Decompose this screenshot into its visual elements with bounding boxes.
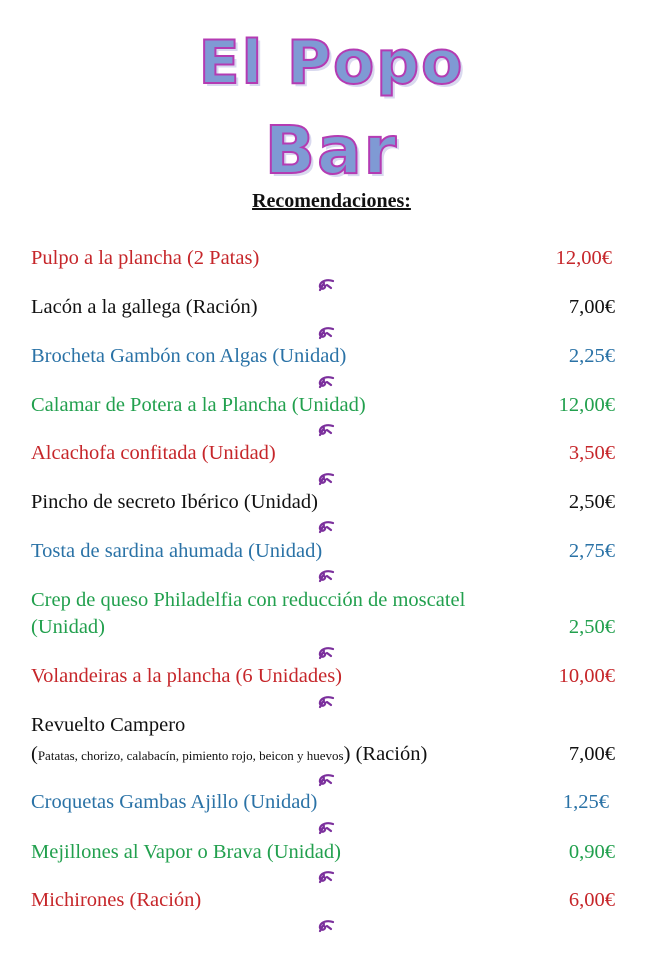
- item-name: Alcachofa confitada (Unidad): [31, 442, 276, 464]
- item-name: Tosta de sardina ahumada (Unidad): [31, 540, 323, 562]
- paren-close: ): [343, 743, 351, 765]
- item-ingredients: Patatas, chorizo, calabacín, pimiento rojo, beicon y huevos: [37, 748, 344, 763]
- swirl-ornament-icon: [315, 870, 335, 884]
- item-name-line2: (Unidad): [31, 616, 106, 638]
- swirl-ornament-icon: [315, 695, 335, 709]
- swirl-ornament-icon: [315, 646, 335, 660]
- swirl-ornament-icon: [315, 919, 335, 933]
- swirl-ornament-icon: [315, 278, 335, 292]
- item-name: Pincho de secreto Ibérico (Unidad): [31, 491, 318, 513]
- item-name: Lacón a la gallega (Ración): [31, 296, 258, 318]
- item-price: 12,00€: [558, 394, 615, 416]
- item-name: Pulpo a la plancha (2 Patas): [31, 247, 260, 269]
- item-price: 7,00€: [568, 296, 615, 318]
- item-price: 1,25€: [562, 791, 609, 813]
- menu-item: [31, 588, 615, 638]
- item-name: Mejillones al Vapor o Brava (Unidad): [31, 841, 341, 863]
- swirl-ornament-icon: [315, 423, 335, 437]
- item-name: Michirones (Ración): [31, 889, 202, 911]
- menu-item: [31, 713, 615, 765]
- swirl-ornament-icon: [315, 472, 335, 486]
- item-price: 6,00€: [568, 889, 615, 911]
- item-name: Croquetas Gambas Ajillo (Unidad): [31, 791, 318, 813]
- paren-open: (: [31, 743, 38, 765]
- item-price: 10,00€: [558, 665, 615, 687]
- swirl-ornament-icon: [315, 375, 335, 389]
- swirl-ornament-icon: [315, 326, 335, 340]
- item-price: 3,50€: [568, 442, 615, 464]
- swirl-ornament-icon: [315, 520, 335, 534]
- item-name-line1: Crep de queso Philadelfia con reducción de moscatel: [31, 589, 466, 611]
- swirl-ornament-icon: [315, 569, 335, 583]
- item-price: 0,90€: [568, 841, 615, 863]
- item-price: 2,50€: [568, 491, 615, 513]
- item-price: 2,50€: [568, 616, 615, 638]
- swirl-ornament-icon: [315, 773, 335, 787]
- item-portion: (Ración): [350, 743, 428, 765]
- item-name: Volandeiras a la plancha (6 Unidades): [31, 665, 342, 687]
- item-price: 2,25€: [568, 345, 615, 367]
- item-price: 2,75€: [568, 540, 615, 562]
- item-price: 12,00€: [555, 247, 612, 269]
- bar-name-title-line2: Bar: [264, 112, 399, 189]
- swirl-ornament-icon: [315, 821, 335, 835]
- item-price: 7,00€: [568, 743, 615, 765]
- item-detail-line: [31, 742, 427, 768]
- bar-name-title-line1: El Popo: [198, 28, 465, 98]
- item-name: Brocheta Gambón con Algas (Unidad): [31, 345, 347, 367]
- item-name: Calamar de Potera a la Plancha (Unidad): [31, 394, 366, 416]
- recommendations-heading: Recomendaciones:: [252, 190, 411, 212]
- item-name-line1: Revuelto Campero: [31, 714, 186, 736]
